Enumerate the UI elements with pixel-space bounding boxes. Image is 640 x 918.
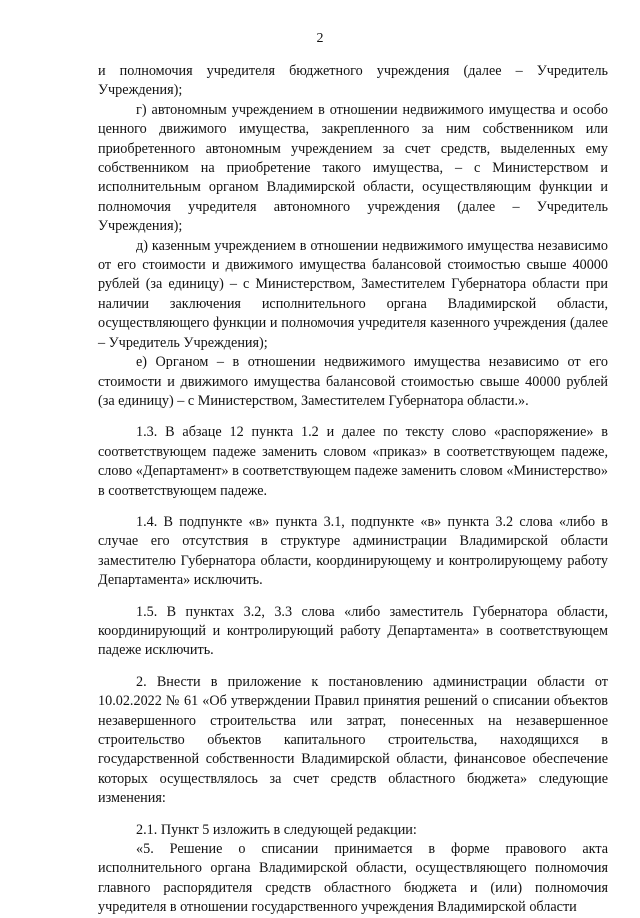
- paragraph-1-3: 1.3. В абзаце 12 пункта 1.2 и далее по тексту слово «распоряжение» в соответствующем падеже заменить словом «приказ» в соответствующем падеже, слово «Департамент» в соответствующем падеже заменить словом «Министерство» в соответствующем падеже.: [98, 424, 608, 499]
- paragraph-1-5: 1.5. В пунктах 3.2, 3.3 слова «либо заместитель Губернатора области, координирующий и контролирующий работу Департамента» в соответствующем падеже исключить.: [98, 603, 608, 659]
- paragraph-1-4: 1.4. В подпункте «в» пункта 3.1, подпункте «в» пункта 3.2 слова «либо в случае его отсутствия в структуре администрации Владимирской области заместителю Губернатора области, координирующему и контролирующему работу Департамента» исключить.: [98, 513, 608, 589]
- document-body: [98, 62, 608, 918]
- paragraph-item-g: г) автономным учреждением в отношении недвижимого имущества и особо ценного движимого имущества, закрепленного за ним собственником или приобретенного автономным учреждением за счет средств, выделенных ему собственником на приобретение такого имущества, – с Министерством и исполнительным органом Владимирской области, осуществляющим функции и полномочия учредителя автономного учреждения (далее – Учредитель Учреждения);: [98, 101, 608, 235]
- paragraph-item-e: е) Органом – в отношении недвижимого имущества независимо от его стоимости и движимого имущества балансовой стоимостью свыше 40000 рублей (за единицу) – с Министерством, Заместителем Губернатора области.».: [98, 354, 608, 409]
- paragraph-2: 2. Внести в приложение к постановлению администрации области от 10.02.2022 № 61 «Об утверждении Правил принятия решений о списании объектов незавершенного строительства или затрат, понесенных на незавершенное строительство объектов капитального строительства, находящихся в государственной собственности Владимирской области, финансовое обеспечение которых осуществлялось за счет средств областного бюджета» следующие изменения:: [98, 673, 608, 807]
- paragraph-continuation: и полномочия учредителя бюджетного учреждения (далее – Учредитель Учреждения);: [98, 63, 608, 99]
- page-number: 2: [316, 31, 324, 46]
- paragraph-quote-5: «5. Решение о списании принимается в форме правового акта исполнительного органа Владимирской области, осуществляющего полномочия главного распорядителя средств областного бюджета и (или) полномочия учредителя в отношении государственного учреждения Владимирской области: [98, 841, 608, 916]
- paragraph-2-1: 2.1. Пункт 5 изложить в следующей редакции:: [136, 821, 417, 838]
- paragraph-item-d: д) казенным учреждением в отношении недвижимого имущества независимо от его стоимости и движимого имущества балансовой стоимостью свыше 40000 рублей (за единицу) – с Министерством, Заместителем Губернатора области при наличии заключения исполнительного органа Владимирской области, осуществляющего функции и полномочия учредителя казенного учреждения (далее – Учредитель Учреждения);: [98, 237, 608, 351]
